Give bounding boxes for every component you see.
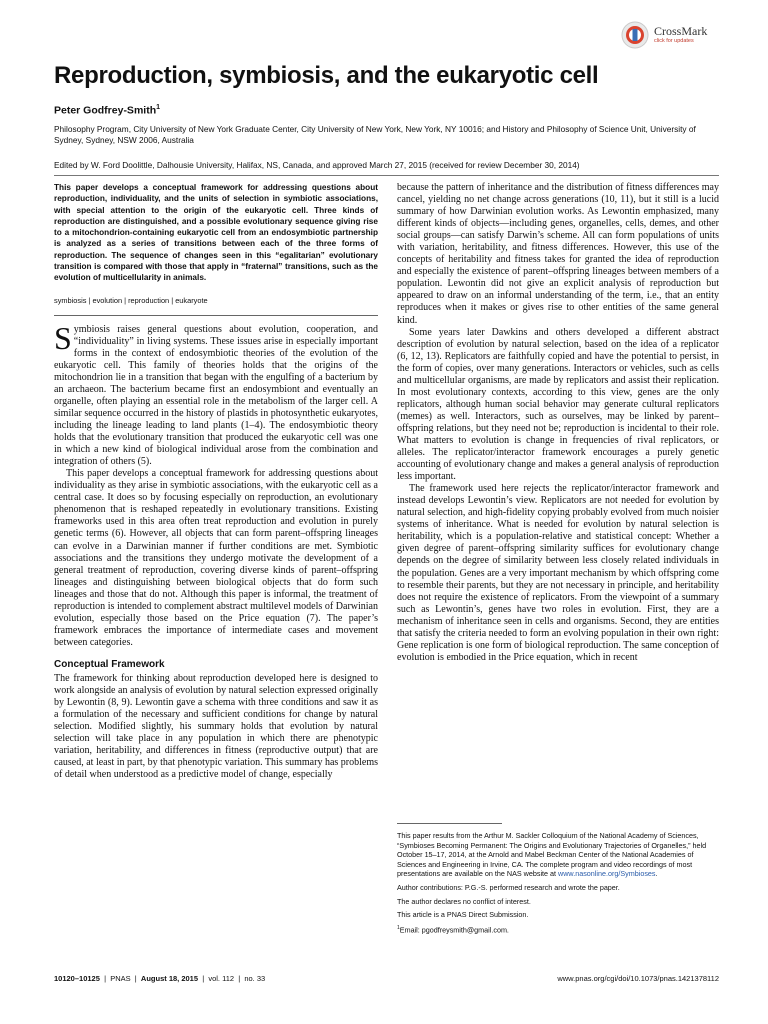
intro-paragraph-2: This paper develops a conceptual framework for addressing questions about individuality as they arise in symbiotic associations, with the eukaryotic cell as a central case. It does so by focusing especially on reproduction, an evolutionary phenomenon that is reshaped repeatedly in evolutionary transitions. Existing frameworks used in this area often treat reproduction and evolution in purely genetic terms (6). However, all objects that can form parent–offspring lineages can evolve in a Darwinian manner if further conditions are met. Symbiotic associations and the transitions they undergo motivate the development of a general treatment of reproduction, covering diverse kinds of parent–offspring lineages and distinguishing between biological objects that do form such lineages and those that do not. Although this paper is informal, the treatment of reproduction is intended to complement abstract multilevel models of Darwinian evolution, especially those based on the Price equation (7). The paper’s framework embraces the importance of intermediate cases and movement between categories. <box>54 468 378 648</box>
email-text[interactable]: Email: pgodfreysmith@gmail.com. <box>399 925 509 935</box>
author-sup: 1 <box>156 104 161 111</box>
footer-volume: vol. 112 <box>208 974 235 983</box>
footer-citation <box>54 974 265 983</box>
section-heading: Conceptual Framework <box>54 658 165 670</box>
intro-paragraph-1 <box>54 319 378 469</box>
footer-pages: 10120–10125 <box>54 974 100 983</box>
intro-paragraph-1-text: ymbiosis raises general questions about evolution, cooperation, and “individuality” in living systems. These issues arise in especially important forms in the context of endosymbiotic theories of the evolution of the eukaryotic cell. This family of theories holds that the origins of the mitochondrion lie in a transition that began with the engulfing of a bacterium by an archaeon. The bacterium became first an endosymbiont and eventually an organelle, often playing an essential role in the metabolism of the larger cell. A similar sequence occurred in the history of plastids in photosynthetic eukaryotes, including the lineage leading to land plants (1–4). The endosymbiotic theory holds that the evolutionary transition that produced the eukaryotic cell was one in which a new kind of biological individual arose from the combination and integration of others (5). <box>54 323 378 468</box>
footnote-rule <box>397 823 502 824</box>
author-line <box>54 104 160 117</box>
nasonline-link[interactable]: www.nasonline.org/Symbioses <box>558 869 656 879</box>
footer-date: August 18, 2015 <box>140 974 199 983</box>
watermark-repeat <box>39 110 40 608</box>
header-divider <box>54 175 719 176</box>
watermark-first <box>39 620 40 730</box>
footer-sep-2: | <box>134 974 137 983</box>
footnote-colloquium <box>397 831 719 879</box>
footnote-colloquium-text: This paper results from the Arthur M. Sackler Colloquium of the National Academy of Sciences, “Symbioses Becoming Permanent: The Origins and Evolutionary Trajectories of Organelles,” held October 15–17, 2014, at the Arnold and Mabel Beckman Center of the National Academies of Sciences and Engineering in Irvine, CA. The complete program and video recordings of most presentations are available on the NAS website at <box>397 831 707 879</box>
keywords-divider <box>54 315 378 316</box>
edited-by: Edited by W. Ford Doolittle, Dalhousie University, Halifax, NS, Canada, and approved March 27, 2015 (received for review December 30, 2014) <box>54 160 580 170</box>
page-footer <box>54 974 719 983</box>
footnote-colloquium-end: . <box>655 869 658 879</box>
footer-sep-3: | <box>202 974 205 983</box>
footnote-conflict: The author declares no conflict of interest. <box>397 896 531 906</box>
abstract: This paper develops a conceptual framework for addressing questions about reproduction, individuality, and the units of selection in symbiotic associations, with special attention to the origin of the eukaryotic cell. Three kinds of reproduction are distinguished, and a possible evolutionary sequence giving rise to a mitochondrion-containing eukaryotic cell from an endosymbiotic partnership is analyzed as a series of transitions between each of the three forms of reproduction. The sequence of changes seen in this “egalitarian” evolutionary transition is compared with those that apply in “fraternal” transitions, such as the evolution of multicellularity in animals. <box>54 183 378 283</box>
left-column <box>54 182 378 781</box>
footer-sep-4: | <box>238 974 241 983</box>
email-sup: 1 <box>397 924 400 931</box>
footer-doi-url[interactable]: www.pnas.org/cgi/doi/10.1073/pnas.1421378112 <box>557 974 719 983</box>
right-paragraph-2: Some years later Dawkins and others developed a different abstract description of evolution by natural selection, based on the idea of a replicator (6, 12, 13). Replicators are faithfully copied and have the potential to persist, in the form of copies, over many generations. Interactors or vehicles, such as cells and multicellular organisms, are made by replicators and assist their replication. In most evolutionary contexts, according to this view, genes are the only replicators, although human social behavior may generate cultural replicators (memes) as well. Interactors, such as ourselves, may be linked by parent–offspring relations, but they need not be; reproduction is incidental to their role. What matters to evolution is change in frequencies of rival replicators, or alleles. The replicator/interactor framework encourages a purely genetic accounting of evolutionary change and makes a general analysis of reproduction less important. <box>397 326 719 483</box>
keywords: symbiosis | evolution | reproduction | eukaryote <box>54 295 208 305</box>
footnote-direct: This article is a PNAS Direct Submission. <box>397 910 529 920</box>
crossmark-icon <box>621 21 649 49</box>
crossmark-name: CrossMark <box>654 24 708 39</box>
right-column <box>397 182 719 664</box>
framework-paragraph-1: The framework for thinking about reproduction developed here is designed to work alongside an analysis of evolution by natural selection expressed originally by Lewontin (8, 9). Lewontin gave a schema with three conditions and saw it as a formulation of the necessary and sufficient conditions for change by natural selection. Modified slightly, his summary holds that evolution by natural selection will take place in any population in which there are phenotypic variation, heritability, and differences in fitness (reproductive output) that are caused, at least in part, by that phenotypic variation. This summary has problems of detail when understood as a predictive model of change, especially <box>54 672 378 781</box>
article-title: Reproduction, symbiosis, and the eukaryotic cell <box>54 62 599 89</box>
right-paragraph-3: The framework used here rejects the replicator/interactor framework and instead develops Lewontin’s view. Replicators are not needed for evolution by natural selection, and high-fidelity copying probably evolved from much noisier systems of inheritance. What is needed for evolution by natural selection is heritability, which is a population-relative and statistical concept: Whether a given degree of parent–offspring similarity suffices for evolutionary change depends on the degree of similarity between less closely related individuals in the population. Genes are a very important mechanism by which offspring come to resemble their parents, but they are not necessary in principle, and heritability does not require the existence of replicators. From the viewpoint of a summary such as Lewontin’s, genes have two roles in evolution. First, they are a mechanism of inheritance seen in cells and organisms. Second, they are entities that satisfy the criteria needed to form an evolving population in their own right: Gene replication is one form of biological reproduction. The same conception of evolution is embodied in the Price equation, which in recent <box>397 483 719 663</box>
left-body <box>54 319 378 782</box>
right-paragraph-1: because the pattern of inheritance and the distribution of fitness differences may cancel, yielding no net change across generations (10, 11), but it still is a lucid summary of how Darwinian evolution works. As Lewontin emphasized, many different kinds of objects—including genes, organelles, cells, demes, and other social groups—can satisfy Darwin’s scheme. All can form populations of units with variation, heritability, and fitness differences. However, this use of the concepts of heritability and fitness takes for granted the idea of reproduction and especially the existence of parent–offspring lineages between members of a population. Lewontin did not give an explicit analysis of reproduction but appeared to draw on an informal understanding of the term, i.e., that an entity reproduces when it makes or gives rise to other entities of the same general kind. <box>397 182 719 326</box>
pnas-watermark <box>0 110 40 730</box>
footnote-email <box>397 924 719 935</box>
footnote-contributions: Author contributions: P.G.-S. performed research and wrote the paper. <box>397 882 620 892</box>
drop-cap: S <box>54 319 72 356</box>
footer-journal: PNAS <box>110 974 131 983</box>
footnotes <box>397 831 719 939</box>
crossmark-sub: click for updates <box>654 38 694 45</box>
crossmark-badge[interactable] <box>621 18 731 52</box>
footer-sep-1: | <box>104 974 107 983</box>
author-name: Peter Godfrey-Smith <box>54 104 157 117</box>
footer-issue: no. 33 <box>244 974 266 983</box>
affiliation: Philosophy Program, City University of New York Graduate Center, City University of New York, New York, NY 10016; and History and Philosophy of Science Unit, University of Sydney, Sydney, NSW 2006, Australia <box>54 124 696 145</box>
